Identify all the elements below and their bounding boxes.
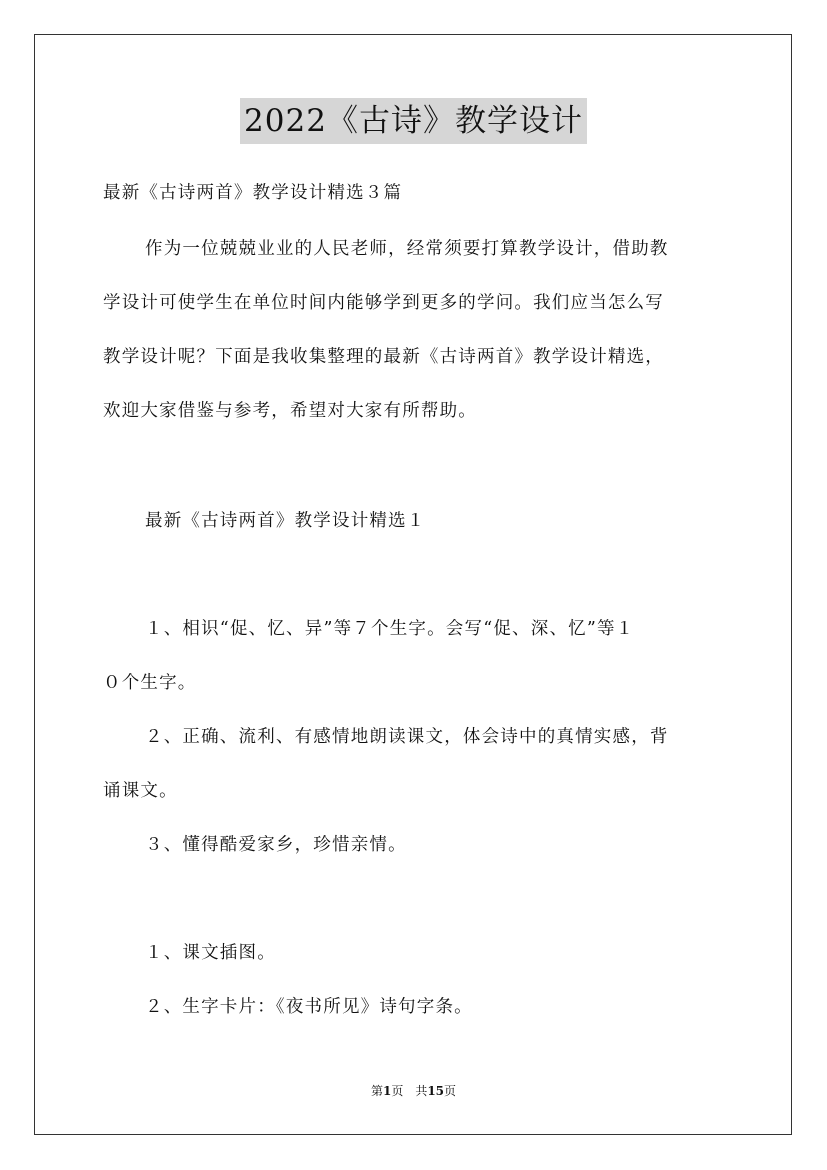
document-title-text: 2022《古诗》教学设计 [240, 98, 587, 144]
material-2: ２、生字卡片：《夜书所见》诗句字条。 [145, 997, 473, 1017]
document-title [0, 98, 827, 144]
objective-1-line-1: １、相识“促、忆、异”等７个生字。会写“促、深、忆”等１ [145, 619, 635, 639]
intro-line-1: 作为一位兢兢业业的人民老师，经常须要打算教学设计，借助教 [145, 239, 669, 259]
objective-2-line-2: 诵课文。 [103, 781, 178, 801]
footer-total-pages: 15 [427, 1084, 445, 1098]
section-heading: 最新《古诗两首》教学设计精选１ [145, 511, 426, 531]
intro-line-3: 教学设计呢？下面是我收集整理的最新《古诗两首》教学设计精选， [103, 347, 664, 367]
footer-page-suffix: 页 [444, 1084, 457, 1098]
objective-3: ３、懂得酷爱家乡，珍惜亲情。 [145, 835, 407, 855]
intro-line-2: 学设计可使学生在单位时间内能够学到更多的学问。我们应当怎么写 [103, 293, 664, 313]
objective-2-line-1: ２、正确、流利、有感情地朗读课文，体会诗中的真情实感，背 [145, 727, 669, 747]
page-footer [0, 1083, 827, 1099]
intro-line-4: 欢迎大家借鉴与参考，希望对大家有所帮助。 [103, 401, 477, 421]
footer-current-page: 1 [382, 1084, 392, 1098]
objective-1-line-2: ０个生字。 [103, 673, 197, 693]
footer-page-prefix: 第 [370, 1084, 383, 1098]
footer-page-mid: 页 共 [391, 1084, 428, 1098]
material-1: １、课文插图。 [145, 943, 276, 963]
subtitle: 最新《古诗两首》教学设计精选３篇 [103, 183, 403, 203]
